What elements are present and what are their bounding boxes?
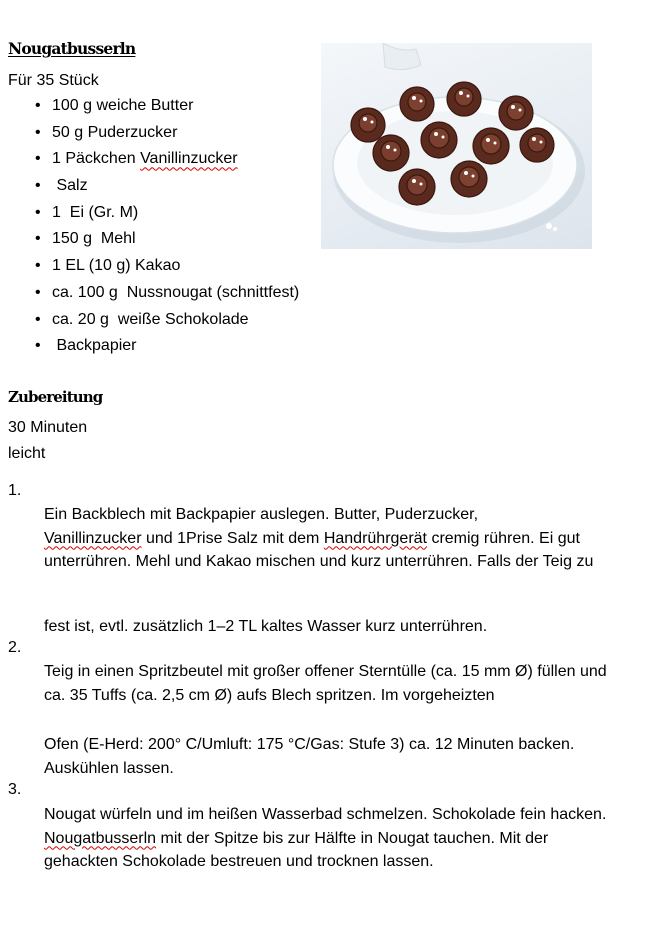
bullet-icon: • — [35, 337, 41, 355]
ingredient-item: • 1 Päckchen Vanillinzucker — [35, 150, 238, 168]
ingredient-item: • 100 g weiche Butter — [35, 97, 194, 114]
ingredient-list — [35, 96, 299, 363]
step-number: 3. — [8, 781, 22, 798]
spellcheck-word: Nougatbusserln — [44, 829, 157, 847]
cookie-plate-image — [321, 43, 592, 249]
ingredient-item: • Backpapier — [35, 337, 137, 355]
spellcheck-word: Vanillinzucker — [44, 529, 142, 547]
recipe-title: Nougatbusserln — [8, 39, 136, 58]
ingredient-item: • 1 Ei (Gr. M) — [35, 203, 139, 221]
bullet-icon: • — [35, 97, 41, 114]
ingredient-item: • 1 EL (10 g) Kakao — [35, 257, 181, 275]
step-text: Teig in einen Spritzbeutel mit großer offener Sterntülle (ca. 15 mm Ø) füllen und ca. 35 Tuffs (ca. 2,5 cm Ø) aufs Blech spritzen. Im vorgeheizten — [44, 663, 607, 704]
step-text-continued: fest ist, evtl. zusätzlich 1–2 TL kaltes Wasser kurz unterrühren. — [44, 618, 488, 635]
difficulty-level: leicht — [8, 445, 46, 462]
recipe-yield: Für 35 Stück — [8, 72, 99, 89]
preparation-time: 30 Minuten — [8, 419, 88, 436]
ingredient-item: • 50 g Puderzucker — [35, 123, 178, 141]
bullet-icon: • — [35, 123, 41, 141]
step-number: 2. — [8, 639, 22, 656]
step-text: Nougat würfeln und im heißen Wasserbad schmelzen. Schokolade fein hacken. Nougatbusserln mit der Spitze bis zur Hälfte in Nougat tauchen. Mit der gehackten Schokolade bestreuen und trocknen lassen. — [44, 806, 607, 870]
bullet-icon: • — [35, 257, 41, 275]
bullet-icon: • — [35, 310, 41, 328]
spellcheck-word: Handrührgerät — [323, 529, 427, 547]
ingredient-item: • ca. 100 g Nussnougat (schnittfest) — [35, 283, 300, 301]
ingredient-item: • Salz — [35, 177, 88, 195]
bullet-icon: • — [35, 203, 41, 221]
section-heading-preparation: Zubereitung — [8, 388, 103, 406]
bullet-icon: • — [35, 150, 41, 168]
ingredient-item: • 150 g Mehl — [35, 230, 136, 248]
step-text-continued: Ofen (E-Herd: 200° C/Umluft: 175 °C/Gas: Stufe 3) ca. 12 Minuten backen. Auskühlen lassen. — [44, 736, 575, 777]
bullet-icon: • — [35, 283, 41, 301]
ingredient-item: • ca. 20 g weiße Schokolade — [35, 310, 249, 328]
recipe-photo — [321, 43, 592, 249]
spellcheck-word: Vanillinzucker — [140, 150, 238, 168]
bullet-icon: • — [35, 230, 41, 248]
bullet-icon: • — [35, 177, 41, 195]
step-number: 1. — [8, 482, 22, 499]
step-text: Ein Backblech mit Backpapier auslegen. Butter, Puderzucker, Vanillinzucker und 1Prise Salz mit dem Handrührgerät cremig rühren. Ei gut unterrühren. Mehl und Kakao mischen und kurz unterrühren. Falls der Teig zu — [44, 506, 594, 570]
